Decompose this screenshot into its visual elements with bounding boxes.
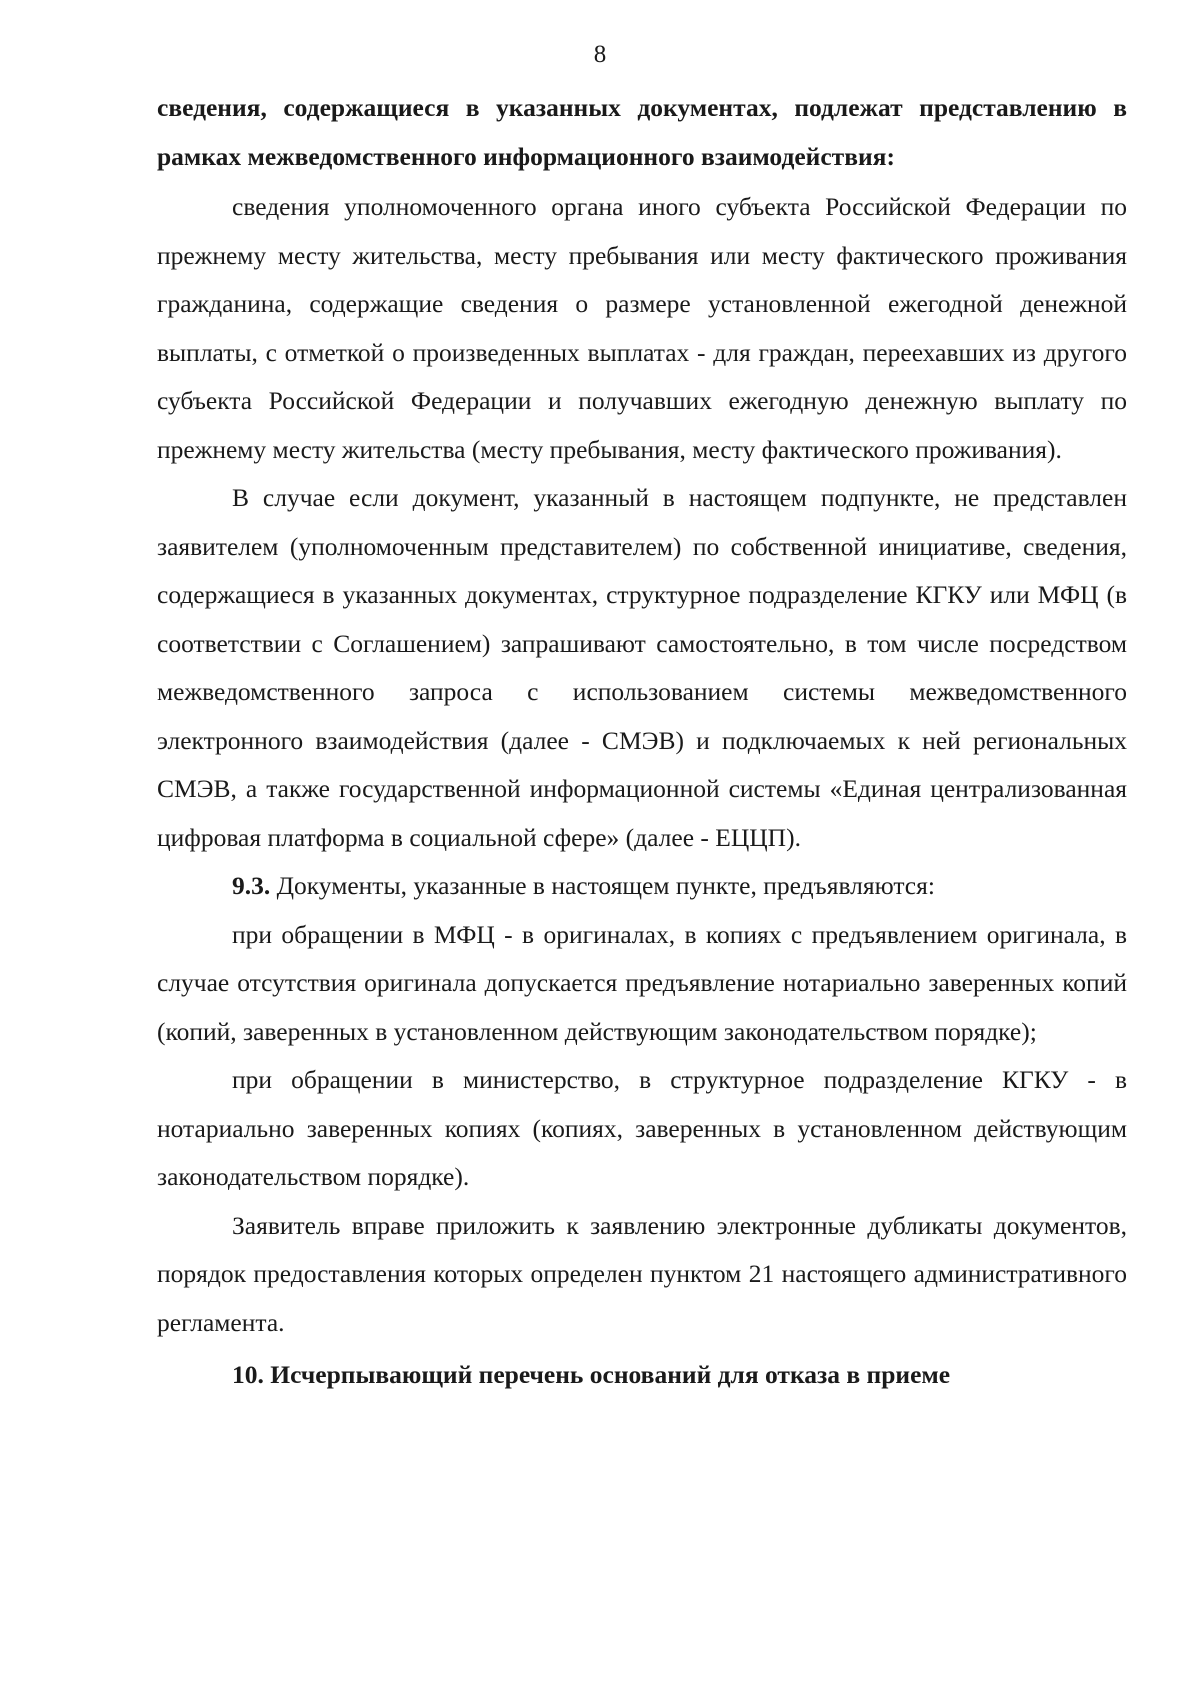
paragraph-applicant: Заявитель вправе приложить к заявлению электронные дубликаты документов, порядок предоставления которых определен пунктом 21 настоящего административного регламента. xyxy=(157,1210,1127,1337)
paragraph-mfc: при обращении в МФЦ - в оригиналах, в копиях с предъявлением оригинала, в случае отсутствия оригинала допускается предъявление нотариально заверенных копий (копий, заверенных в установленном действующим законодательством порядке); xyxy=(157,919,1127,1046)
page-number: 8 xyxy=(593,41,607,68)
document-body xyxy=(157,84,1127,1400)
paragraph-svedeniya: сведения уполномоченного органа иного субъекта Российской Федерации по прежнему месту жительства, месту пребывания или месту фактического проживания гражданина, содержащие сведения о размере установленной ежегодной денежной выплаты, с отметкой о произведенных выплатах - для граждан, переехавших из другого субъекта Российской Федерации и получавших ежегодную денежную выплату по прежнему месту жительства (месту пребывания, месту фактического проживания). xyxy=(157,192,1127,464)
section-heading-10: 10. Исчерпывающий перечень оснований для отказа в приеме xyxy=(232,1360,951,1389)
clause-number-9-3: 9.3. xyxy=(232,871,271,900)
clause-text-9-3: Документы, указанные в настоящем пункте, предъявляются: xyxy=(270,871,935,900)
paragraph-v-sluchae: В случае если документ, указанный в настоящем подпункте, не представлен заявителем (уполномоченным представителем) по собственной инициативе, сведения, содержащиеся в указанных документах, структурное подразделение КГКУ или МФЦ (в соответствии с Соглашением) запрашивают самостоятельно, в том числе посредством межведомственного запроса с использованием системы межведомственного электронного взаимодействия (далее - СМЭВ) и подключаемых к ней региональных СМЭВ, а также государственной информационной системы «Единая централизованная цифровая платформа в социальной сфере» (далее - ЕЦЦП). xyxy=(157,483,1127,852)
paragraph-9-3 xyxy=(157,862,1127,911)
paragraph-ministry: при обращении в министерство, в структурное подразделение КГКУ - в нотариально заверенных копиях (копиях, заверенных в установленном действующим законодательством порядке). xyxy=(157,1065,1127,1191)
paragraph-intro-bold: сведения, содержащиеся в указанных документах, подлежат представлению в рамках межведомственного информационного взаимодействия: xyxy=(157,93,1127,171)
